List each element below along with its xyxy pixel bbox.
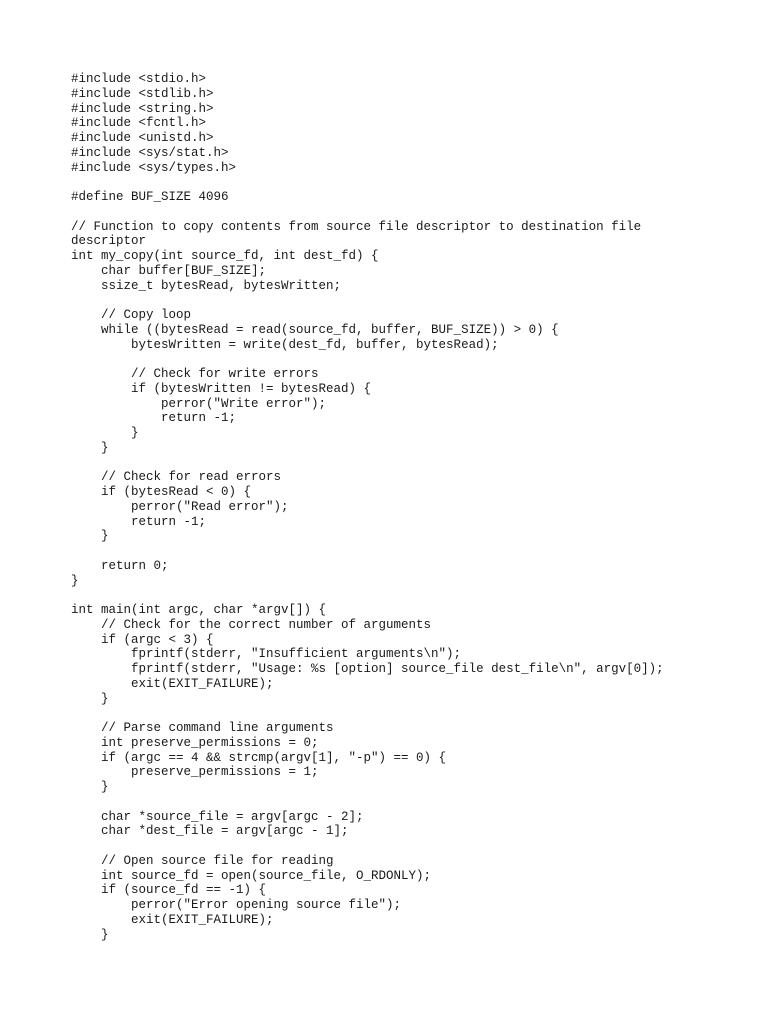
code-line <box>71 175 751 190</box>
code-line: // Check for the correct number of arguments <box>71 617 432 632</box>
code-line: perror("Read error"); <box>71 499 289 514</box>
code-line <box>71 544 751 559</box>
code-line: perror("Error opening source file"); <box>71 898 402 912</box>
code-line: return 0; <box>71 558 169 573</box>
code-line: } <box>71 927 109 942</box>
code-line: int source_fd = open(source_file, O_RDONLY); <box>71 868 432 883</box>
code-line: if (bytesRead < 0) { <box>71 485 252 499</box>
code-line: } <box>71 691 109 706</box>
code-line: descriptor <box>71 234 147 249</box>
code-line: char *source_file = argv[argc - 2]; <box>71 809 364 824</box>
code-line: exit(EXIT_FAILURE); <box>71 912 274 927</box>
code-line: } <box>71 440 109 455</box>
code-line <box>71 456 751 471</box>
code-line: if (argc < 3) { <box>71 632 214 647</box>
code-line: #include <sys/stat.h> <box>71 145 229 160</box>
code-line: preserve_permissions = 1; <box>71 765 319 780</box>
code-line: fprintf(stderr, "Insufficient arguments\n"); <box>71 647 462 662</box>
code-line <box>71 352 751 367</box>
code-line: bytesWritten = write(dest_fd, buffer, bytesRead); <box>71 337 499 352</box>
code-line: } <box>71 529 109 544</box>
code-line: ssize_t bytesRead, bytesWritten; <box>71 278 342 293</box>
code-line: char *dest_file = argv[argc - 1]; <box>71 824 349 839</box>
code-line: int preserve_permissions = 0; <box>71 735 319 750</box>
code-line: // Check for write errors <box>71 367 319 381</box>
code-line: #include <sys/types.h> <box>71 160 237 175</box>
code-line <box>71 795 751 810</box>
code-line <box>71 706 751 721</box>
code-line: // Copy loop <box>71 308 192 322</box>
code-line: } <box>71 780 109 794</box>
code-line: #include <string.h> <box>71 101 214 116</box>
code-line <box>71 588 751 603</box>
code-line: // Function to copy contents from source file descriptor to destination file <box>71 219 642 234</box>
code-line: #define BUF_SIZE 4096 <box>71 190 229 204</box>
code-line <box>71 205 751 220</box>
code-line: if (source_fd == -1) { <box>71 883 267 898</box>
code-line: fprintf(stderr, "Usage: %s [option] source_file dest_file\n", argv[0]); <box>71 662 664 676</box>
code-line: while ((bytesRead = read(source_fd, buffer, BUF_SIZE)) > 0) { <box>71 322 559 337</box>
code-line: #include <stdlib.h> <box>71 86 214 101</box>
code-line: // Check for read errors <box>71 470 282 485</box>
code-line: int main(int argc, char *argv[]) { <box>71 603 327 617</box>
code-line: return -1; <box>71 514 207 529</box>
code-line: // Open source file for reading <box>71 853 334 868</box>
code-line: } <box>71 573 79 588</box>
code-line: } <box>71 426 139 440</box>
code-line: #include <fcntl.h> <box>71 116 207 131</box>
code-line: if (argc == 4 && strcmp(argv[1], "-p") == 0) { <box>71 750 447 765</box>
code-line <box>71 293 751 308</box>
code-line: char buffer[BUF_SIZE]; <box>71 263 267 278</box>
code-block <box>71 72 751 942</box>
code-line: perror("Write error"); <box>71 396 327 411</box>
code-line <box>71 839 751 854</box>
code-line: return -1; <box>71 411 237 426</box>
code-line: exit(EXIT_FAILURE); <box>71 676 274 691</box>
code-line: int my_copy(int source_fd, int dest_fd) { <box>71 249 379 263</box>
code-line: #include <stdio.h> <box>71 72 207 86</box>
code-line: if (bytesWritten != bytesRead) { <box>71 381 372 396</box>
code-line: #include <unistd.h> <box>71 131 214 145</box>
code-line: // Parse command line arguments <box>71 721 334 735</box>
